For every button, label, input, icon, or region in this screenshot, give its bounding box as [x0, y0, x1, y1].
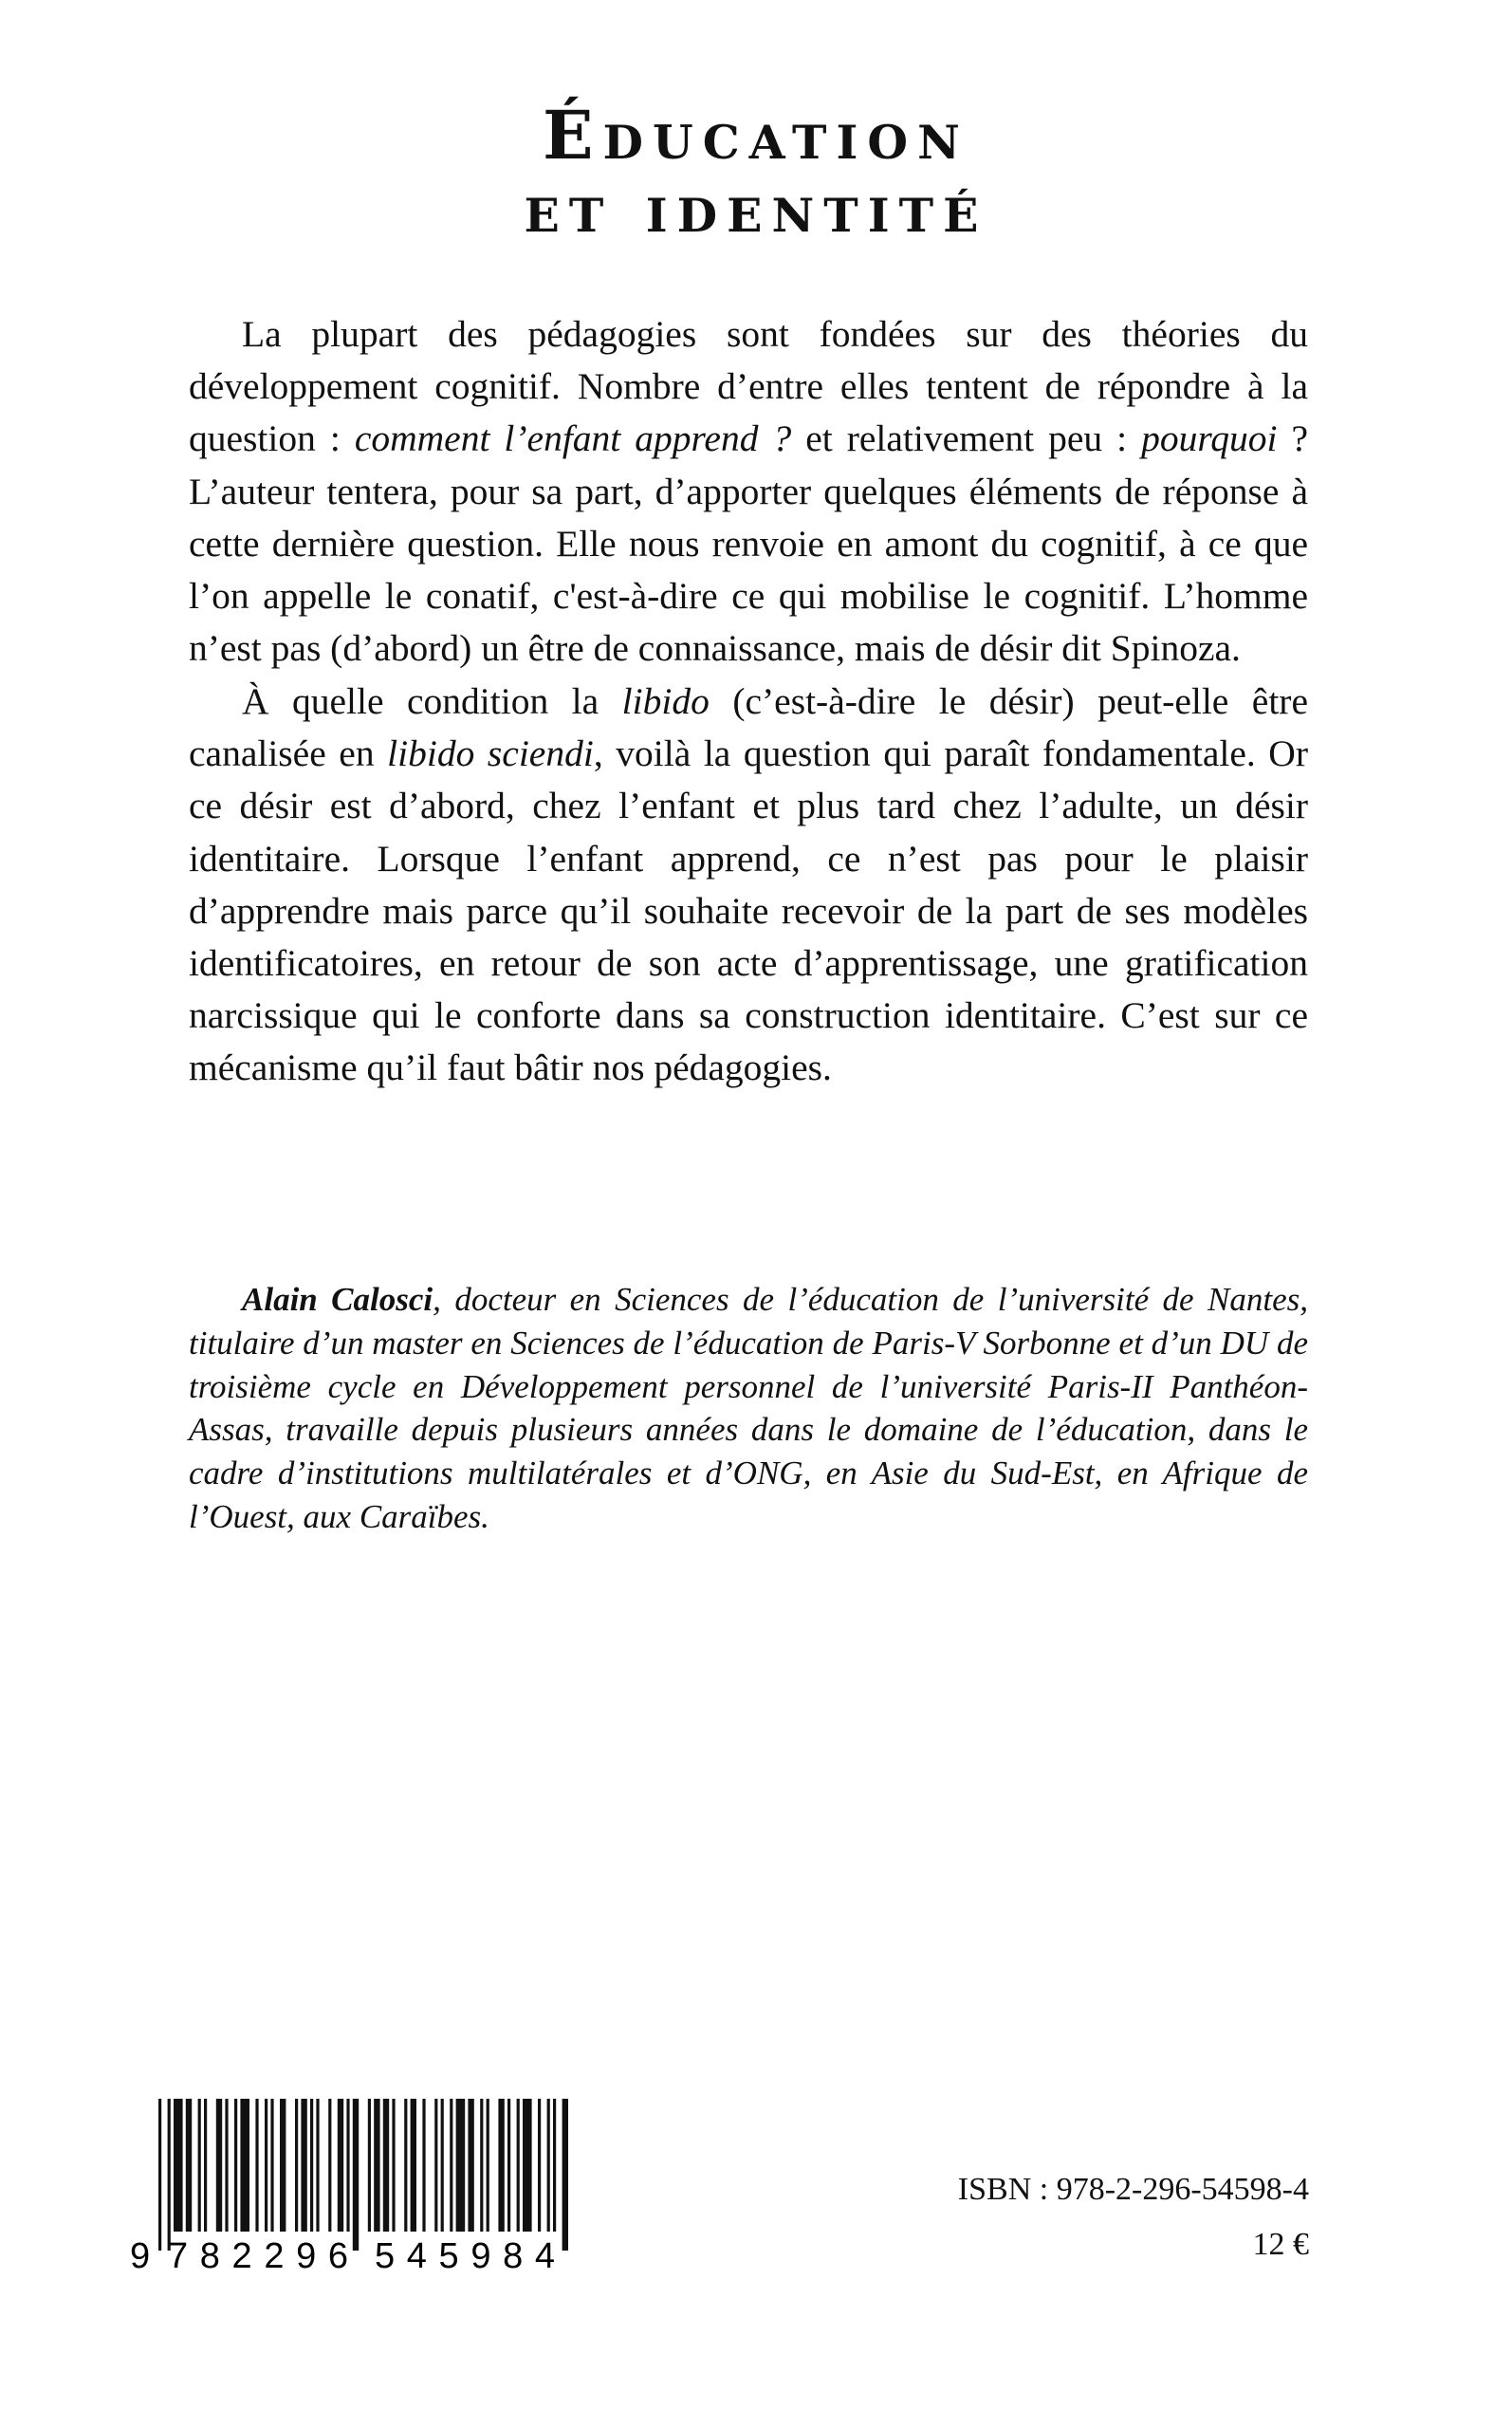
- barcode-bar: [158, 2099, 161, 2251]
- barcode-bar: [498, 2099, 504, 2232]
- barcode-bar: [507, 2099, 510, 2232]
- barcode-bar: [487, 2099, 489, 2232]
- barcode-bar: [392, 2099, 395, 2232]
- barcode: [126, 2099, 600, 2274]
- barcode-bar: [310, 2099, 313, 2232]
- barcode-bar: [547, 2099, 550, 2232]
- barcode-digits-right: 545984: [375, 2236, 555, 2274]
- barcode-bar: [383, 2099, 389, 2232]
- barcode-bar: [174, 2099, 183, 2232]
- barcode-bar: [553, 2099, 556, 2232]
- book-title-line-1: Éducation: [543, 96, 969, 175]
- barcode-bar: [434, 2099, 437, 2232]
- barcode-bar: [216, 2099, 222, 2232]
- barcode-bar: [328, 2099, 331, 2232]
- barcode-bar: [186, 2099, 192, 2232]
- barcode-bars: [158, 2099, 568, 2251]
- barcode-bar: [468, 2099, 473, 2232]
- barcode-bar: [450, 2099, 452, 2232]
- barcode-bar: [225, 2099, 228, 2232]
- barcode-bar: [280, 2099, 286, 2232]
- book-title-line-2: et identité: [524, 169, 988, 248]
- barcode-bar: [198, 2099, 201, 2232]
- barcode-bar: [441, 2099, 444, 2232]
- barcode-bar: [404, 2099, 407, 2232]
- isbn: ISBN : 978-2-296-54598-4: [957, 2172, 1309, 2207]
- barcode-bar: [316, 2099, 319, 2232]
- barcode-bar: [204, 2099, 207, 2232]
- barcode-bar: [346, 2099, 349, 2232]
- barcode-lead-digit: 9: [130, 2236, 151, 2274]
- author-name: Alain Calosci: [242, 1281, 433, 1318]
- barcode-bar: [523, 2099, 532, 2232]
- barcode-bar: [456, 2099, 466, 2232]
- author-bio: Alain Calosci, docteur en Sciences de l’éducation de l’université de Nantes, titulaire d’un master en Sciences de l’éducation de Paris-V Sorbonne et d’un DU de troisième cycle en Développement personnel de l’université Paris-II Panthéon-Assas, travaille depuis plusieurs années dans le domaine de l’éducation, dans le cadre d’institutions multilatérales et d’ONG, en Asie du Sud-Est, en Afrique de l’Ouest, aux Caraïbes.: [189, 1281, 1308, 1535]
- summary-paragraph-1: La plupart des pédagogies sont fondées sur des théories du développement cognitif. Nombre d’entre elles tentent de répondre à la question : comment l’enfant apprend ? et relativement peu : pourquoi ? L’auteur tentera, pour sa part, d’apporter quelques éléments de réponse à cette dernière question. Elle nous renvoie en amont du cognitif, à ce que l’on appelle le conatif, c'est-à-dire ce qui mobilise le cognitif. L’homme n’est pas (d’abord) un être de connaissance, mais de désir dit Spinoza.: [189, 313, 1309, 670]
- barcode-bar: [538, 2099, 541, 2232]
- barcode-bar: [422, 2099, 425, 2232]
- summary-paragraph-2: À quelle condition la libido (c’est-à-dire le désir) peut-elle être canalisée en libido sciendi, voilà la question qui paraît fondamentale. Or ce désir est d’abord, chez l’enfant et plus tard chez l’adulte, un désir identitaire. Lorsque l’enfant apprend, ce n’est pas pour le plaisir d’apprendre mais parce qu’il souhaite recevoir de la part de ses modèles identificatoires, en retour de son acte d’apprentissage, une gratification narcissique qui le conforte dans sa construction identitaire. C’est sur ce mécanisme qu’il faut bâtir nos pédagogies.: [189, 680, 1308, 1089]
- barcode-bar: [255, 2099, 258, 2232]
- barcode-bar: [168, 2099, 171, 2251]
- barcode-bar: [374, 2099, 379, 2232]
- barcode-digits-left: 782296: [168, 2236, 348, 2274]
- barcode-bar: [270, 2099, 273, 2232]
- barcode-bar: [353, 2099, 359, 2251]
- barcode-bar: [562, 2099, 568, 2251]
- price: 12 €: [1252, 2227, 1309, 2262]
- barcode-bar: [517, 2099, 520, 2232]
- barcode-bar: [338, 2099, 343, 2232]
- barcode-bar: [411, 2099, 416, 2232]
- barcode-bar: [234, 2099, 237, 2232]
- barcode-bar: [368, 2099, 371, 2232]
- barcode-bar: [240, 2099, 249, 2232]
- barcode-bar: [295, 2099, 298, 2232]
- barcode-bar: [480, 2099, 483, 2232]
- barcode-bar: [301, 2099, 306, 2232]
- barcode-bar: [265, 2099, 267, 2232]
